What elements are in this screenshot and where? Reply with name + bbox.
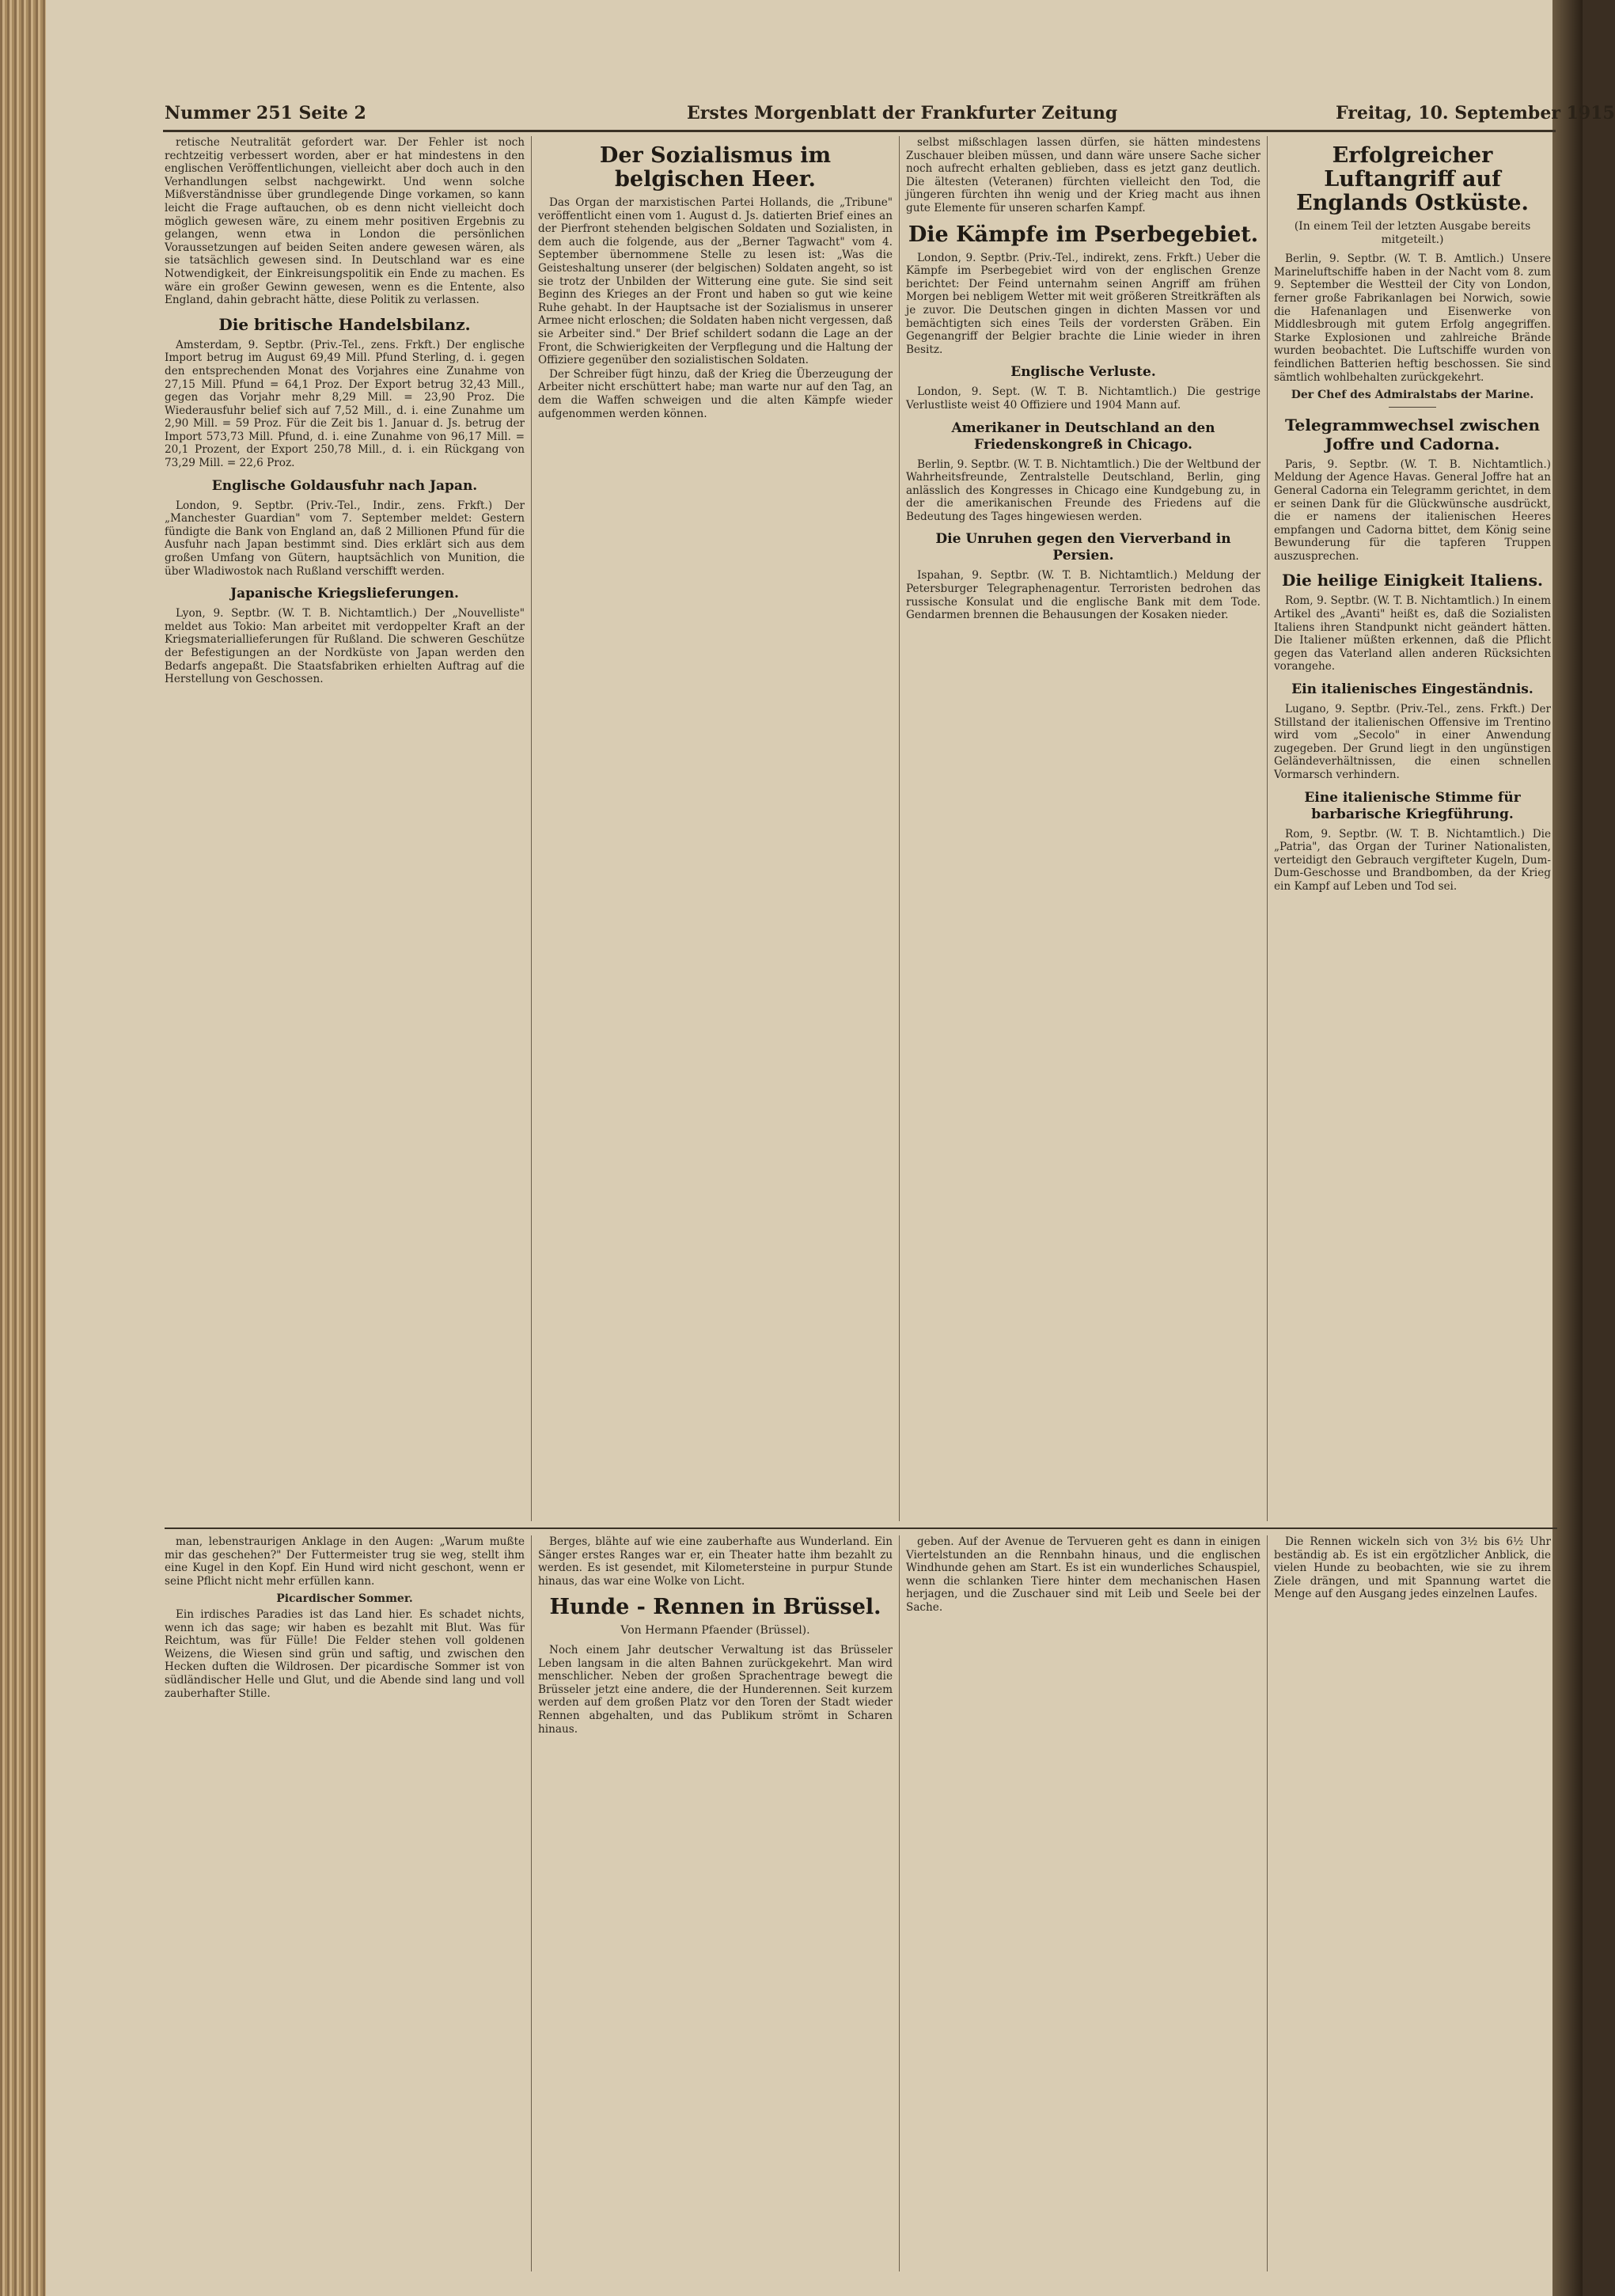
feuilleton-rule: [165, 1528, 1557, 1529]
article-continuation: retische Neutralität gefordert war. Der Fehler ist noch rechtzeitig verbessert worden, aber er hat mindestens in den englischen Veröffentlichungen, vielleicht aber doch auch in den Verhandlungen selbst nachgewirkt. Und wenn solche Mißverständnisse über grundlegende Dinge vorkamen, so kann leicht die Frage auftauchen, ob es denn nicht vielleicht doch möglich gewesen wäre, zu einem mehr positiven Ergebnis zu gelangen, wenn etwa in London die persönlichen Voraussetzungen auf beiden Seiten andere gewesen wären, als sie tatsächlich gewesen sind. In Deutschland war es eine Notwendigkeit, der Einkreisungspolitik ein Ende zu machen. Es wäre ein großer Gewinn gewesen, wenn es die Entente, also England, dahin gebracht hätte, diese Politik zu verlassen.: [165, 136, 525, 307]
headline-hunde-rennen: Hunde - Rennen in Brüssel.: [549, 1595, 881, 1620]
feuilleton-hunde: Noch einem Jahr deutscher Verwaltung ist das Brüsseler Leben langsam in die alten Bahnen zurückgekehrt. Man wird menschlicher. Neben der großen Sprachentrage bewegt die Brüsseler jetzt eine andere, die der Hunderennen. Seit kurzem werden auf dem großen Platz vor den Toren der Stadt wieder Rennen abgehalten, und das Publikum strömt in Scharen hinaus.: [538, 1643, 893, 1736]
feuilleton-text: Berges, blähte auf wie eine zauberhafte aus Wunderland. Ein Sänger erstes Ranges war er, ein Theater hatte ihm bezahlt zu werden. Es ist gesendet, mit Kilometersteine in purpur Stunde hinaus, das war eine Wolke von Licht.: [538, 1535, 893, 1588]
newspaper-page: [46, 0, 1615, 2296]
column-2: [538, 136, 893, 1521]
page-edge: [1552, 0, 1583, 2296]
article-luftangriff: Berlin, 9. Septbr. (W. T. B. Amtlich.) Unsere Marineluftschiffe haben in der Nacht vom 8. zum 9. September die Westteil der City von London, ferner große Fabrikanlagen bei Norwich, sowie die Hafenanlagen und Eisenwerke von Middlesbrough mit gutem Erfolg angegriffen. Starke Explosionen und zahlreiche Brände wurden beobachtet. Die Luftschiffe wurden von feindlichen Batterien heftig beschossen. Sie sind sämtlich wohlbehalten zurückgekehrt.: [1274, 252, 1551, 384]
headline-picardie: Picardischer Sommer.: [276, 1592, 413, 1606]
book-binding: [0, 0, 46, 2296]
header-rule: [163, 130, 1556, 132]
column-divider: [899, 136, 900, 1521]
headline-luftangriff: Erfolgreicher Luftangriff auf Englands Ostküste.: [1296, 143, 1529, 215]
column-divider: [899, 1535, 900, 2271]
article-handelsbilanz: Amsterdam, 9. Septbr. (Priv.-Tel., zens. Frkft.) Der englische Import betrug im August 69,49 Mill. Pfund Sterling, d. i. gegen den entsprechenden Monat des Vorjahres eine Zunahme von 27,15 Mill. Pfund = 64,1 Proz. Der Export betrug 32,43 Mill., gegen das Vorjahr mehr 8,29 Mill. = 23,90 Proz. Die Wiederausfuhr belief sich auf 7,52 Mill., d. i. eine Zunahme um 2,90 Mill. = 59 Proz. Für die Zeit bis 1. Januar d. Js. betrug der Import 573,73 Mill. Pfund, d. i. eine Zunahme von 96,17 Mill. = 20,1 Prozent, der Export 250,78 Mill., d. i. ein Rückgang von 73,29 Mill. = 22,6 Proz.: [165, 338, 525, 470]
headline-sozialismus: Der Sozialismus im belgischen Heer.: [599, 143, 832, 192]
column-divider: [1267, 136, 1268, 1521]
article-joffre-cadorna: Paris, 9. Septbr. (W. T. B. Nichtamtlich.) Meldung der Agence Havas. General Joffre hat an General Cadorna ein Telegramm gerichtet, in dem er seinen Dank für die Glückwünsche ausdrückt, die er namens der italienischen Heeres empfangen und Cadorna bittet, dem König seine Bewunderung für die tapferen Truppen auszusprechen.: [1274, 457, 1551, 563]
article-goldausfuhr: London, 9. Septbr. (Priv.-Tel., Indir., zens. Frkft.) Der „Manchester Guardian" vom 7. September meldet: Gestern fündigte die Bank von England an, daß 2 Millionen Pfund für die Ausfuhr nach Japan bestimmt sind. Dies erklärt sich aus dem großen Umfang von Gütern, hauptsächlich von Munition, die über Wladiwostok nach Rußland verschifft werden.: [165, 499, 525, 578]
luftangriff-note: (In einem Teil der letzten Ausgabe bereits mitgeteilt.): [1294, 220, 1531, 246]
issue-number: Nummer 251 Seite 2: [165, 103, 366, 123]
headline-kriegfuehrung: Eine italienische Stimme für barbarische Kriegführung.: [1304, 789, 1521, 822]
article-einigkeit: Rom, 9. Septbr. (W. T. B. Nichtamtlich.) In einem Artikel des „Avanti" heißt es, daß die Sozialisten Italiens ihren Standpunkt nicht geändert hätten. Die Italiener müßten erkennen, daß die Pflicht gegen das Vaterland allen anderen Rücksichten vorangehe.: [1274, 594, 1551, 674]
article-amerikaner: Berlin, 9. Septbr. (W. T. B. Nichtamtlich.) Die der Weltbund der Wahrheitsfreunde, Zentralstelle Deutschland, Berlin, ging anlässlich des Kongresses in Chicago eine Kundgebung zu, in der die amerikanischen Freunde des Friedens auf die Bedeutung des Tages hingewiesen werden.: [906, 457, 1261, 523]
feuilleton-text: man, lebenstraurigen Anklage in den Augen: „Warum mußte mir das geschehen?" Der Futtermeister trug sie weg, stellt ihm eine Kugel in den Kopf. Ein Hund wird nicht geschont, wenn er seine Pflicht nicht mehr erfüllen kann.: [165, 1535, 525, 1588]
article-kriegfuehrung: Rom, 9. Septbr. (W. T. B. Nichtamtlich.) Die „Patria", das Organ der Turiner Nationalisten, verteidigt den Gebrauch vergifteter Kugeln, Dum-Dum-Geschosse und Brandbomben, da der Krieg ein Kampf auf Leben und Tod sei.: [1274, 827, 1551, 893]
page-header: [165, 103, 1615, 130]
headline-persien: Die Unruhen gegen den Vierverband in Persien.: [935, 531, 1231, 564]
headline-eingestaendnis: Ein italienisches Eingeständnis.: [1291, 681, 1533, 698]
headline-einigkeit: Die heilige Einigkeit Italiens.: [1282, 571, 1543, 590]
feuilleton-text: Die Rennen wickeln sich von 3½ bis 6½ Uhr beständig ab. Es ist ein ergötzlicher Anblick, die vielen Hunde zu beobachten, wie sie zu ihrem Ziele drängen, und mit Spannung wartet die Menge auf den Ausgang jedes einzelnen Laufes.: [1274, 1535, 1551, 1601]
article-yser: London, 9. Septbr. (Priv.-Tel., indirekt, zens. Frkft.) Ueber die Kämpfe im Pserbegebiet wird von der englischen Grenze berichtet: Der Feind unternahm seinen Angriff am frühen Morgen bei nebligem Wetter mit weit größeren Streitkräften als je zuvor. Die Deutschen gingen in dichten Massen vor und bemächtigten sich eines Teils der vordersten Gräben. Ein Gegenangriff der Belgier brachte die Linie wieder in ihren Besitz.: [906, 251, 1261, 356]
article-sozialismus: Das Organ der marxistischen Partei Hollands, die „Tribune" veröffentlicht einen vom 1. August d. Js. datierten Brief eines an der Pierfront stehenden belgischen Soldaten und Sozialisten, in dem auch die folgende, aus der „Berner Tagwacht" vom 4. September übernommene Stelle zu lesen ist: „Was die Geisteshaltung unserer (der belgischen) Soldaten angeht, so ist sie trotz der Unbilden der Witterung eine gute. Sie sind seit Beginn des Krieges an der Front und haben so gut wie keine Ruhe gehabt. In der Hauptsache ist der Sozialismus in unserer Armee nicht erloschen; die Soldaten haben nicht vergessen, daß sie Arbeiter sind." Der Brief schildert sodann die Lage an der Front, die Schwierigkeiten der Verpflegung und die Haltung der Offiziere gegenüber den sozialistischen Soldaten.: [538, 196, 893, 367]
headline-verluste: Englische Verluste.: [1010, 364, 1156, 381]
feuilleton-column-1: [165, 1535, 525, 2271]
issue-date: Freitag, 10. September 1915: [1336, 103, 1615, 123]
divider: [1389, 407, 1436, 408]
column-1: [165, 136, 525, 1521]
feuilleton-byline: Von Hermann Pfaender (Brüssel).: [620, 1624, 810, 1638]
column-divider: [531, 1535, 532, 2271]
column-divider: [531, 136, 532, 1521]
column-divider: [1267, 1535, 1268, 2271]
column-4: [1274, 136, 1551, 1521]
feuilleton-column-4: [1274, 1535, 1551, 2271]
newspaper-title: Erstes Morgenblatt der Frankfurter Zeitung: [687, 103, 1118, 123]
headline-goldausfuhr: Englische Goldausfuhr nach Japan.: [211, 477, 478, 494]
feuilleton-column-3: [906, 1535, 1261, 2271]
feuilleton-picardie: Ein irdisches Paradies ist das Land hier. Es schadet nichts, wenn ich das sage; wir haben es bezahlt mit Blut. Was für Reichtum, was für Fülle! Die Felder stehen voll goldenen Weizens, die Wiesen sind grün und saftig, und zwischen den Hecken duften die Wildrosen. Der picardische Sommer ist von südländischer Helle und Glut, und die Abende sind lang und voll zauberhafter Stille.: [165, 1607, 525, 1700]
luftangriff-signature: Der Chef des Admiralstabs der Marine.: [1291, 389, 1534, 402]
headline-handelsbilanz: Die britische Handelsbilanz.: [218, 314, 471, 334]
headline-yser: Die Kämpfe im Pserbegebiet.: [908, 222, 1259, 247]
article-eingestaendnis: Lugano, 9. Septbr. (Priv.-Tel., zens. Frkft.) Der Stillstand der italienischen Offensive im Trentino wird vom „Secolo" in einer Anwendung zugegeben. Der Grund liegt in den ungünstigen Geländeverhältnissen, die einen schnellen Vormarsch verhindern.: [1274, 703, 1551, 781]
column-3: [906, 136, 1261, 1521]
headline-amerikaner: Amerikaner in Deutschland an den Friedenskongreß in Chicago.: [951, 419, 1215, 453]
article-persien: Ispahan, 9. Septbr. (W. T. B. Nichtamtlich.) Meldung der Petersburger Telegraphenagentur. Terroristen bedrohen das russische Konsulat und die englische Bank mit dem Tode. Gendarmen brennen die Behausungen der Kosaken nieder.: [906, 569, 1261, 622]
feuilleton-text: geben. Auf der Avenue de Tervueren geht es dann in einigen Viertelstunden an die Rennbahn hinaus, und die englischen Windhunde gehen am Start. Es ist ein wunderliches Schauspiel, wenn die schlanken Tiere hinter dem mechanischen Hasen herjagen, und die Zuschauer sind mit Leib und Seele bei der Sache.: [906, 1535, 1261, 1614]
feuilleton-column-2: [538, 1535, 893, 2271]
article-sozialismus-cont: Der Schreiber fügt hinzu, daß der Krieg die Überzeugung der Arbeiter nicht erschüttert habe; man warte nur auf den Tag, an dem die Waffen schweigen und die alten Kämpfe wieder aufgenommen werden können.: [538, 367, 893, 420]
headline-joffre-cadorna: Telegrammwechsel zwischen Joffre und Cadorna.: [1284, 415, 1541, 454]
headline-kriegslieferungen: Japanische Kriegslieferungen.: [230, 586, 459, 602]
article-sozialismus-end: selbst mißschlagen lassen dürfen, sie hätten mindestens Zuschauer bleiben müssen, und dann wäre unsere Sache sicher noch aufrecht erhalten geblieben, dass es jetzt ganz deutlich. Die ältesten (Veteranen) fürchten vielleicht den Tod, die jüngeren fürchten ihn wenig und der Krieg macht aus ihnen gute Elemente für unseren scharfen Kampf.: [906, 136, 1261, 214]
article-kriegslieferungen: Lyon, 9. Septbr. (W. T. B. Nichtamtlich.) Der „Nouvelliste" meldet aus Tokio: Man arbeitet mit verdoppelter Kraft an der Kriegsmateriallieferungen für Rußland. Die schweren Geschütze der Befestigungen an der Nordküste von Japan werden den Bedarfs angepaßt. Die Staatsfabriken erhielten Auftrag auf die Herstellung von Geschossen.: [165, 607, 525, 686]
article-verluste: London, 9. Sept. (W. T. B. Nichtamtlich.) Die gestrige Verlustliste weist 40 Offiziere und 1904 Mann auf.: [906, 385, 1261, 412]
